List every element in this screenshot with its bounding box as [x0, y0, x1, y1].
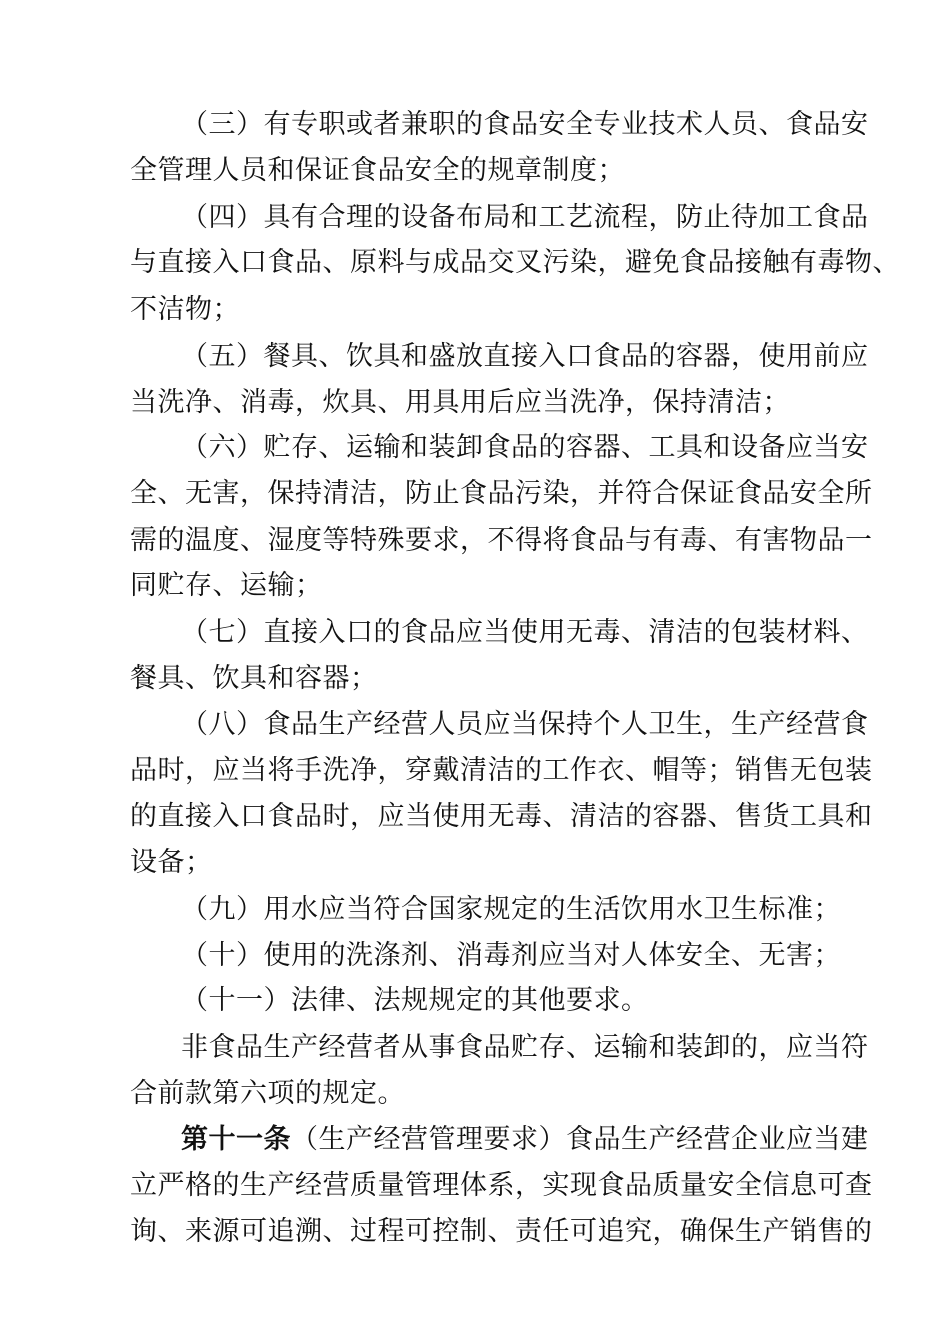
- article-label: 第十一条: [181, 1124, 291, 1155]
- text-line: 的直接入口食品时，应当使用无毒、清洁的容器、售货工具和: [130, 801, 873, 832]
- text-line: 与直接入口食品、原料与成品交叉污染，避免食品接触有毒物、: [130, 247, 900, 278]
- article-eleven-heading: [0, 1117, 950, 1163]
- text-line: 需的温度、湿度等特殊要求，不得将食品与有毒、有害物品一: [130, 525, 873, 556]
- text-line: 全、无害，保持清洁，防止食品污染，并符合保证食品安全所: [130, 478, 873, 509]
- text-line: （生产经营管理要求）食品生产经营企业应当建: [291, 1124, 869, 1155]
- text-line: 立严格的生产经营质量管理体系，实现食品质量安全信息可查: [130, 1170, 873, 1201]
- text-line: 当洗净、消毒，炊具、用具用后应当洗净，保持清洁；: [130, 387, 790, 418]
- text-line: 非食品生产经营者从事食品贮存、运输和装卸的，应当符: [181, 1032, 869, 1063]
- text-line: 设备；: [130, 847, 213, 878]
- text-line: （四）具有合理的设备布局和工艺流程，防止待加工食品: [181, 202, 869, 233]
- text-line: 品时，应当将手洗净，穿戴清洁的工作衣、帽等；销售无包装: [130, 755, 873, 786]
- text-line: （三）有专职或者兼职的食品安全专业技术人员、食品安: [181, 109, 869, 140]
- text-line: 餐具、饮具和容器；: [130, 663, 378, 694]
- text-line: 全管理人员和保证食品安全的规章制度；: [130, 155, 625, 186]
- text-line: （五）餐具、饮具和盛放直接入口食品的容器，使用前应: [181, 341, 869, 372]
- text-line: 询、来源可追溯、过程可控制、责任可追究，确保生产销售的: [130, 1216, 873, 1247]
- text-line: （十一）法律、法规规定的其他要求。: [181, 985, 649, 1016]
- text-line: （九）用水应当符合国家规定的生活饮用水卫生标准；: [181, 894, 841, 925]
- text-line: （七）直接入口的食品应当使用无毒、清洁的包装材料、: [181, 617, 869, 648]
- text-line: 合前款第六项的规定。: [130, 1078, 405, 1109]
- text-line: （八）食品生产经营人员应当保持个人卫生，生产经营食: [181, 709, 869, 740]
- text-line: （十）使用的洗涤剂、消毒剂应当对人体安全、无害；: [181, 940, 841, 971]
- text-line: （六）贮存、运输和装卸食品的容器、工具和设备应当安: [181, 432, 869, 463]
- text-line: 同贮存、运输；: [130, 570, 323, 601]
- text-line: 不洁物；: [130, 294, 240, 325]
